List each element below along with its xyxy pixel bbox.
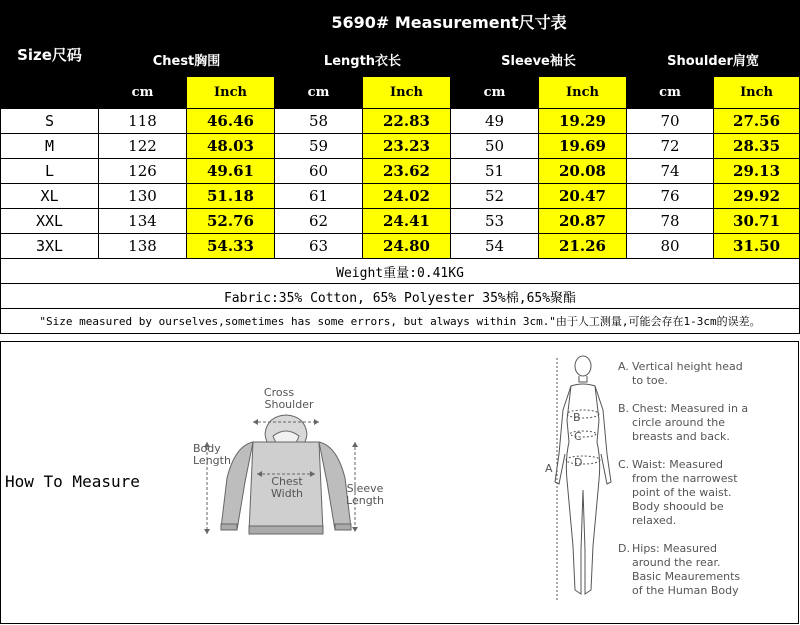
note-line: to toe. <box>632 374 668 387</box>
how-to-measure-panel <box>0 341 799 624</box>
label-c: C <box>574 430 582 443</box>
note-key: A. <box>618 360 629 373</box>
chest-cm: 126 <box>99 159 187 184</box>
unit-cm: cm <box>275 77 363 109</box>
hoodie-diagram <box>187 382 387 582</box>
label-d: D <box>574 456 583 469</box>
chest-inch: 48.03 <box>187 134 275 159</box>
body-length-label-2: Length <box>193 454 231 467</box>
sleeve-inch: 21.26 <box>539 234 627 259</box>
shoulder-inch: 29.13 <box>714 159 800 184</box>
length-inch: 24.02 <box>363 184 451 209</box>
table-title: 5690# Measurement尺寸表 <box>99 1 800 43</box>
table-row <box>1 234 800 259</box>
unit-cm: cm <box>451 77 539 109</box>
sleeve-inch: 20.08 <box>539 159 627 184</box>
shoulder-inch: 27.56 <box>714 109 800 134</box>
note-line: Chest: Measured in a <box>632 402 749 415</box>
note-line: Basic Meaurements <box>632 570 741 583</box>
note-line: breasts and back. <box>632 430 730 443</box>
body-measurement-notes <box>618 360 798 612</box>
length-inch: 24.80 <box>363 234 451 259</box>
note-line: Hips: Measured <box>632 542 717 555</box>
sleeve-cm: 54 <box>451 234 539 259</box>
size-label: M <box>1 134 99 159</box>
shoulder-cm: 76 <box>627 184 714 209</box>
length-inch: 23.23 <box>363 134 451 159</box>
table-row <box>1 159 800 184</box>
length-cm: 60 <box>275 159 363 184</box>
shoulder-cm: 70 <box>627 109 714 134</box>
size-label: 3XL <box>1 234 99 259</box>
length-cm: 63 <box>275 234 363 259</box>
chest-cm: 134 <box>99 209 187 234</box>
unit-inch: Inch <box>187 77 275 109</box>
chest-width-label-1: Chest <box>271 475 303 488</box>
length-cm: 59 <box>275 134 363 159</box>
note-item <box>618 542 798 598</box>
how-to-measure-label: How To Measure <box>5 472 140 491</box>
length-cm: 61 <box>275 184 363 209</box>
chest-inch: 52.76 <box>187 209 275 234</box>
length-inch: 23.62 <box>363 159 451 184</box>
unit-cm: cm <box>627 77 714 109</box>
sleeve-cm: 49 <box>451 109 539 134</box>
shoulder-cm: 72 <box>627 134 714 159</box>
unit-inch: Inch <box>539 77 627 109</box>
table-row <box>1 109 800 134</box>
length-inch: 22.83 <box>363 109 451 134</box>
sleeve-inch: 20.47 <box>539 184 627 209</box>
size-label: XL <box>1 184 99 209</box>
length-cm: 58 <box>275 109 363 134</box>
sleeve-inch: 19.29 <box>539 109 627 134</box>
label-b: B <box>573 411 581 424</box>
unit-inch: Inch <box>363 77 451 109</box>
note-line: of the Human Body <box>632 584 739 597</box>
note-key: C. <box>618 458 630 471</box>
shoulder-inch: 30.71 <box>714 209 800 234</box>
unit-cm: cm <box>99 77 187 109</box>
sleeve-cm: 50 <box>451 134 539 159</box>
body-length-label-1: Body <box>193 442 221 455</box>
sleeve-cm: 51 <box>451 159 539 184</box>
chest-inch: 49.61 <box>187 159 275 184</box>
note-line: relaxed. <box>632 514 677 527</box>
note-item <box>618 458 798 528</box>
size-label: S <box>1 109 99 134</box>
label-a: A <box>545 462 553 475</box>
shoulder-inch: 29.92 <box>714 184 800 209</box>
size-label: L <box>1 159 99 184</box>
note-line: around the rear. <box>632 556 721 569</box>
column-header-length: Length衣长 <box>275 43 451 77</box>
sleeve-cm: 53 <box>451 209 539 234</box>
note-line: Vertical height head <box>632 360 743 373</box>
cross-shoulder-label-2: Shoulder <box>264 398 314 411</box>
chest-inch: 54.33 <box>187 234 275 259</box>
note-line: Body shoould be <box>632 500 724 513</box>
note-line: from the narrowest <box>632 472 738 485</box>
chest-inch: 46.46 <box>187 109 275 134</box>
note-item <box>618 360 798 388</box>
sleeve-length-label-2: Length <box>346 494 384 507</box>
weight-info: Weight重量:0.41KG <box>1 259 800 284</box>
chest-cm: 130 <box>99 184 187 209</box>
shoulder-cm: 80 <box>627 234 714 259</box>
length-cm: 62 <box>275 209 363 234</box>
note-line: Waist: Measured <box>632 458 723 471</box>
cross-shoulder-label-1: Cross <box>263 386 295 399</box>
length-inch: 24.41 <box>363 209 451 234</box>
sleeve-inch: 20.87 <box>539 209 627 234</box>
table-row <box>1 209 800 234</box>
chest-cm: 118 <box>99 109 187 134</box>
sleeve-inch: 19.69 <box>539 134 627 159</box>
table-row <box>1 184 800 209</box>
shoulder-cm: 74 <box>627 159 714 184</box>
chest-cm: 122 <box>99 134 187 159</box>
column-header-chest: Chest胸围 <box>99 43 275 77</box>
column-header-shoulder: Shoulder肩宽 <box>627 43 800 77</box>
shoulder-inch: 31.50 <box>714 234 800 259</box>
chest-cm: 138 <box>99 234 187 259</box>
table-row <box>1 134 800 159</box>
chest-inch: 51.18 <box>187 184 275 209</box>
sleeve-length-label-1: Sleeve <box>346 482 384 495</box>
column-header-sleeve: Sleeve袖长 <box>451 43 627 77</box>
measurement-disclaimer: "Size measured by ourselves,sometimes has some errors, but always within 3cm."由于人工测量,可能会存在1-3cm的误差。 <box>1 309 800 334</box>
fabric-info: Fabric:35% Cotton, 65% Polyester 35%棉,65%聚酯 <box>1 284 800 309</box>
sleeve-cm: 52 <box>451 184 539 209</box>
size-header: Size尺码 <box>1 1 99 109</box>
unit-inch: Inch <box>714 77 800 109</box>
size-label: XXL <box>1 209 99 234</box>
note-item <box>618 402 798 444</box>
body-figure-diagram <box>541 350 621 612</box>
chest-width-label-2: Width <box>271 487 303 500</box>
note-key: D. <box>618 542 630 555</box>
note-line: circle around the <box>632 416 725 429</box>
note-key: B. <box>618 402 630 415</box>
note-line: point of the waist. <box>632 486 732 499</box>
shoulder-inch: 28.35 <box>714 134 800 159</box>
shoulder-cm: 78 <box>627 209 714 234</box>
